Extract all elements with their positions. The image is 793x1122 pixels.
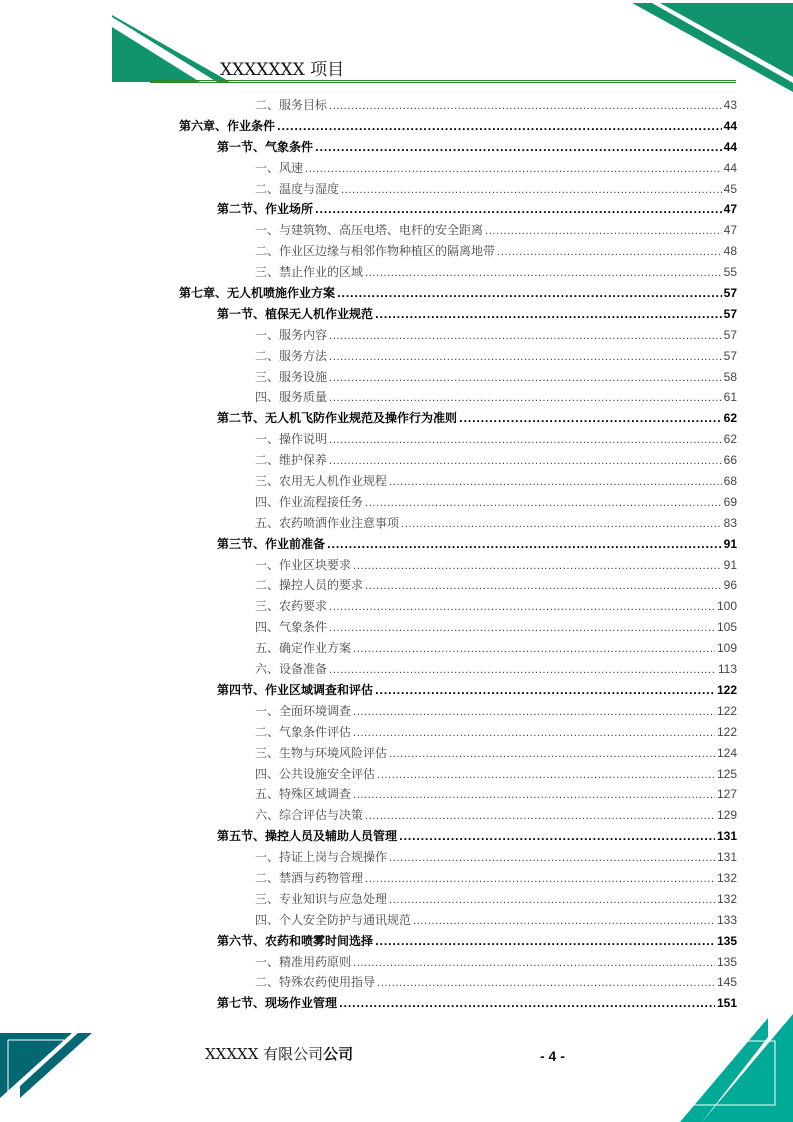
toc-dot-leader [337,285,722,306]
toc-entry-label: 五、农药喷洒作业注意事项 [255,515,400,530]
toc-section-entry[interactable] [179,304,737,325]
toc-subsection-entry[interactable] [179,387,737,408]
toc-subsection-entry[interactable] [179,952,737,973]
toc-dot-leader [389,891,715,912]
toc-entry-label: 三、服务设施 [255,369,328,384]
footer-right-triangle-decoration [660,1010,793,1122]
toc-entry-label: 三、农用无人机作业规程 [255,474,388,489]
toc-entry-page-number: 43 [723,98,737,112]
toc-entry-page-number: 57 [723,348,737,363]
toc-entry-label: 第三节、作业前准备 [217,536,326,551]
toc-chapter-entry[interactable] [179,283,737,304]
toc-entry-page-number: 44 [723,139,737,154]
toc-dot-leader [497,243,722,264]
toc-entry-label: 第一节、气象条件 [217,139,314,154]
toc-dot-leader [353,724,715,745]
toc-entry-label: 一、持证上岗与合规操作 [255,850,388,865]
header-project-title: XXXXXXX 项目 [220,60,345,80]
toc-entry-page-number: 68 [723,474,737,489]
toc-subsection-entry[interactable] [179,617,737,638]
toc-subsection-entry[interactable] [179,659,737,680]
toc-entry-label: 第一节、植保无人机作业规范 [217,306,374,321]
toc-dot-leader [375,933,715,954]
toc-entry-label: 第六章、作业条件 [179,118,276,133]
toc-entry-label: 三、生物与环境风险评估 [255,745,388,760]
toc-dot-leader [327,536,722,557]
toc-dot-leader [459,410,722,431]
toc-entry-page-number: 47 [723,202,737,217]
toc-dot-leader [365,870,715,891]
toc-dot-leader [365,807,715,828]
toc-subsection-entry[interactable] [179,889,737,910]
toc-entry-label: 二、气象条件评估 [255,724,352,739]
toc-entry-label: 第七章、无人机喷施作业方案 [179,286,336,301]
toc-dot-leader [329,661,716,682]
toc-dot-leader [353,786,715,807]
toc-subsection-entry[interactable] [179,262,737,283]
toc-entry-page-number: 57 [723,327,737,342]
toc-entry-label: 四、个人安全防护与通讯规范 [255,912,412,927]
toc-subsection-entry[interactable] [179,179,737,200]
toc-subsection-entry[interactable] [179,555,737,576]
toc-entry-label: 一、全面环境调查 [255,703,352,718]
toc-dot-leader [375,306,722,327]
toc-entry-label: 第六节、农药和喷雾时间选择 [217,933,374,948]
toc-entry-page-number: 151 [716,996,737,1011]
toc-entry-page-number: 113 [717,662,737,677]
toc-dot-leader [329,389,722,410]
toc-entry-page-number: 100 [716,599,737,614]
toc-dot-leader [365,577,722,598]
toc-dot-leader [315,139,722,160]
toc-entry-page-number: 91 [723,557,737,572]
toc-entry-label: 一、操作说明 [255,432,328,447]
toc-entry-page-number: 131 [716,829,737,844]
toc-section-entry[interactable] [179,137,737,158]
toc-entry-page-number: 135 [716,933,737,948]
toc-entry-page-number: 127 [716,787,737,802]
toc-section-entry[interactable] [179,408,737,429]
toc-subsection-entry[interactable] [179,95,737,116]
toc-dot-leader [389,745,715,766]
toc-subsection-entry[interactable] [179,367,737,388]
toc-section-entry[interactable] [179,931,737,952]
toc-dot-leader [389,849,715,870]
toc-entry-page-number: 105 [716,620,737,635]
toc-entry-label: 四、公共设施安全评估 [255,766,376,781]
toc-dot-leader [375,682,715,703]
toc-dot-leader [401,515,722,536]
toc-entry-label: 六、综合评估与决策 [255,808,364,823]
toc-subsection-entry[interactable] [179,492,737,513]
toc-subsection-entry[interactable] [179,784,737,805]
toc-entry-label: 第二节、无人机飞防作业规范及操作行为准则 [217,411,458,426]
toc-dot-leader [329,327,722,348]
toc-entry-page-number: 62 [723,432,737,447]
toc-subsection-entry[interactable] [179,722,737,743]
toc-dot-leader [277,118,722,139]
toc-entry-page-number: 58 [723,369,737,384]
toc-entry-page-number: 45 [723,181,737,196]
toc-entry-page-number: 129 [716,808,737,823]
toc-entry-page-number: 145 [716,975,737,990]
toc-subsection-entry[interactable] [179,575,737,596]
toc-entry-page-number: 55 [723,265,737,280]
toc-entry-label: 二、服务方法 [255,348,328,363]
toc-subsection-entry[interactable] [179,764,737,785]
toc-entry-label: 二、维护保养 [255,453,328,468]
toc-entry-page-number: 91 [723,536,737,551]
toc-dot-leader [315,201,722,222]
toc-subsection-entry[interactable] [179,910,737,931]
toc-subsection-entry[interactable] [179,471,737,492]
toc-entry-page-number: 62 [723,411,737,426]
toc-dot-leader [329,431,722,452]
toc-entry-label: 三、农药要求 [255,599,328,614]
toc-entry-label: 一、服务内容 [255,327,328,342]
toc-dot-leader [329,619,715,640]
toc-dot-leader [353,640,715,661]
footer-company-suffix: 公司 [323,1045,354,1063]
toc-entry-page-number: 44 [723,118,737,133]
toc-entry-label: 五、确定作业方案 [255,641,352,656]
footer-company-prefix: XXXXX 有限公司 [205,1045,324,1063]
toc-entry-page-number: 57 [723,286,737,301]
toc-subsection-entry[interactable] [179,450,737,471]
toc-dot-leader [485,222,722,243]
toc-entry-page-number: 125 [716,766,737,781]
toc-dot-leader [399,828,715,849]
toc-subsection-entry[interactable] [179,429,737,450]
table-of-contents [179,95,737,1014]
toc-subsection-entry[interactable] [179,743,737,764]
toc-entry-label: 第五节、操控人员及辅助人员管理 [217,829,398,844]
toc-entry-label: 一、精准用药原则 [255,954,352,969]
toc-subsection-entry[interactable] [179,220,737,241]
toc-entry-page-number: 57 [723,306,737,321]
header-right-triangle-decoration [600,0,793,100]
toc-entry-label: 三、专业知识与应急处理 [255,891,388,906]
toc-subsection-entry[interactable] [179,805,737,826]
toc-section-entry[interactable] [179,534,737,555]
toc-entry-label: 二、特殊农药使用指导 [255,975,376,990]
footer-company-name [205,1043,353,1064]
toc-entry-label: 四、作业流程接任务 [255,494,364,509]
toc-dot-leader [329,97,722,118]
toc-dot-leader [353,557,722,578]
toc-entry-page-number: 48 [723,244,737,259]
toc-entry-label: 三、禁止作业的区域 [255,265,364,280]
toc-entry-page-number: 47 [723,223,737,238]
toc-entry-page-number: 44 [723,160,737,175]
toc-entry-page-number: 124 [716,745,737,760]
toc-subsection-entry[interactable] [179,346,737,367]
toc-entry-label: 二、禁酒与药物管理 [255,870,364,885]
toc-subsection-entry[interactable] [179,868,737,889]
toc-section-entry[interactable] [179,993,737,1014]
toc-entry-page-number: 69 [723,494,737,509]
toc-dot-leader [389,473,722,494]
page-number: - 4 - [540,1048,565,1064]
toc-subsection-entry[interactable] [179,596,737,617]
toc-section-entry[interactable] [179,680,737,701]
toc-dot-leader [305,160,722,181]
toc-entry-page-number: 122 [716,724,737,739]
toc-entry-page-number: 122 [716,703,737,718]
toc-section-entry[interactable] [179,826,737,847]
toc-dot-leader [329,348,722,369]
toc-subsection-entry[interactable] [179,513,737,534]
toc-dot-leader [377,766,715,787]
toc-dot-leader [339,995,715,1016]
toc-subsection-entry[interactable] [179,972,737,993]
toc-subsection-entry[interactable] [179,241,737,262]
toc-section-entry[interactable] [179,199,737,220]
toc-entry-page-number: 122 [716,682,737,697]
toc-entry-page-number: 61 [723,390,737,405]
toc-entry-page-number: 96 [723,578,737,593]
toc-entry-page-number: 132 [716,870,737,885]
toc-dot-leader [365,264,722,285]
toc-entry-label: 一、作业区块要求 [255,557,352,572]
toc-entry-page-number: 132 [716,891,737,906]
toc-entry-label: 二、温度与湿度 [255,181,340,196]
toc-entry-label: 二、服务目标 [255,98,328,112]
toc-entry-label: 第七节、现场作业管理 [217,996,338,1011]
toc-entry-page-number: 66 [723,453,737,468]
toc-entry-page-number: 131 [716,850,737,865]
toc-entry-label: 二、作业区边缘与相邻作物种植区的隔离地带 [255,244,496,259]
toc-entry-label: 一、与建筑物、高压电塔、电杆的安全距离 [255,223,484,238]
toc-entry-label: 六、设备准备 [255,662,328,677]
toc-subsection-entry[interactable] [179,638,737,659]
toc-dot-leader [341,181,722,202]
footer-left-triangle-decoration [0,1030,100,1100]
toc-entry-page-number: 109 [716,641,737,656]
toc-dot-leader [353,954,715,975]
toc-dot-leader [329,369,722,390]
toc-dot-leader [365,494,722,515]
toc-dot-leader [377,974,715,995]
toc-subsection-entry[interactable] [179,158,737,179]
toc-entry-label: 第四节、作业区域调查和评估 [217,682,374,697]
toc-entry-page-number: 83 [723,515,737,530]
toc-chapter-entry[interactable] [179,116,737,137]
toc-dot-leader [329,452,722,473]
toc-dot-leader [353,703,715,724]
toc-subsection-entry[interactable] [179,701,737,722]
toc-subsection-entry[interactable] [179,325,737,346]
toc-entry-label: 一、风速 [255,160,304,175]
toc-entry-page-number: 133 [716,912,737,927]
header-divider [150,80,736,83]
toc-entry-label: 五、特殊区域调查 [255,787,352,802]
toc-entry-page-number: 135 [716,954,737,969]
toc-entry-label: 四、气象条件 [255,620,328,635]
toc-entry-label: 四、服务质量 [255,390,328,405]
toc-dot-leader [329,598,715,619]
toc-subsection-entry[interactable] [179,847,737,868]
toc-dot-leader [413,912,715,933]
toc-entry-label: 二、操控人员的要求 [255,578,364,593]
toc-entry-label: 第二节、作业场所 [217,202,314,217]
